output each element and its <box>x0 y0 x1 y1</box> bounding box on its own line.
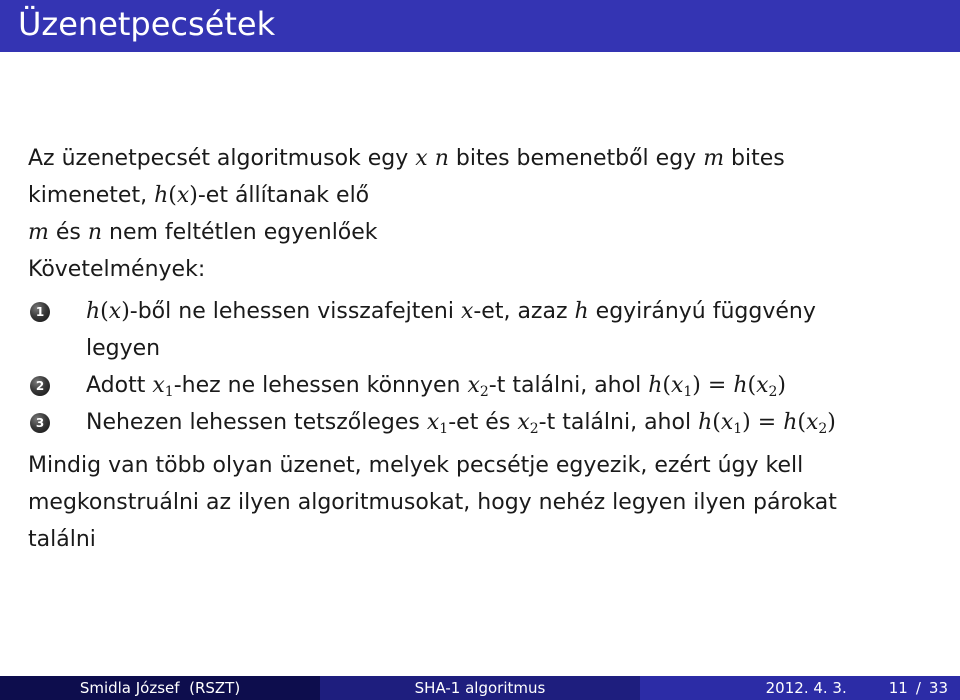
math-paren: ( <box>797 410 806 435</box>
math-var: m <box>28 220 49 245</box>
requirements-list <box>28 293 938 441</box>
math-equals: = <box>700 373 734 398</box>
math-paren: ( <box>168 183 177 208</box>
text: kimenetet, <box>28 183 155 208</box>
math-var: x <box>176 183 190 208</box>
text: -t találni, ahol <box>488 373 649 398</box>
page-total: 33 <box>928 679 948 697</box>
slide-title: Üzenetpecsétek <box>18 5 276 43</box>
math-paren: ) <box>189 183 198 208</box>
math-var: x <box>756 373 769 398</box>
math-subscript: 1 <box>733 421 743 437</box>
math-var: x <box>460 299 474 324</box>
ball-number-icon: 3 <box>30 413 50 433</box>
math-var: x <box>670 373 684 398</box>
math-var: h <box>783 410 798 435</box>
math-var: h <box>574 299 589 324</box>
text <box>428 146 435 171</box>
text: Nehezen lehessen tetszőleges <box>86 410 427 435</box>
math-equals: = <box>750 410 784 435</box>
math-var: x <box>152 373 165 398</box>
requirements-label: Követelmények: <box>28 257 206 282</box>
math-paren: ) <box>692 373 701 398</box>
text: -hez ne lehessen könnyen <box>173 373 468 398</box>
math-paren: ) <box>827 410 836 435</box>
math-var: n <box>87 220 103 245</box>
text: -ből ne lehessen visszafejteni <box>129 299 461 324</box>
math-paren: ( <box>747 373 757 398</box>
ball-number-icon: 1 <box>30 302 50 322</box>
title-bar <box>0 0 960 52</box>
math-var: h <box>154 183 169 208</box>
intro-line-2 <box>28 177 938 214</box>
conclusion-line: találni <box>28 527 96 552</box>
conclusion-line: Mindig van több olyan üzenet, melyek pecsétje egyezik, ezért úgy kell <box>28 453 804 478</box>
math-var: x <box>415 146 428 171</box>
math-var: x <box>720 410 734 435</box>
math-paren: ( <box>662 373 671 398</box>
math-var: x <box>108 299 122 324</box>
item-line-continuation: legyen <box>86 336 161 361</box>
page-separator: / <box>915 679 921 697</box>
intro-line-1 <box>28 140 938 177</box>
math-paren: ) <box>777 373 787 398</box>
slide-body <box>28 140 938 558</box>
footer-date: 2012. 4. 3. <box>765 679 847 697</box>
math-var: h <box>86 299 101 324</box>
list-item <box>28 293 938 367</box>
text: -t találni, ahol <box>538 410 699 435</box>
footer-author: Smidla József (RSZT) <box>0 676 320 700</box>
text: nem feltétlen egyenlőek <box>102 220 378 245</box>
text: bites <box>724 146 785 171</box>
math-var: h <box>698 410 713 435</box>
math-subscript: 2 <box>818 421 828 437</box>
math-paren: ) <box>742 410 751 435</box>
text: Az üzenetpecsét algoritmusok egy <box>28 146 416 171</box>
footer-talk-title: SHA-1 algoritmus <box>320 676 640 700</box>
conclusion-line: megkonstruálni az ilyen algoritmusokat, hogy nehéz legyen ilyen párokat <box>28 490 837 515</box>
text: Adott <box>86 373 153 398</box>
footer-meta <box>640 676 960 700</box>
intro-line-3 <box>28 214 938 251</box>
math-var: x <box>467 373 480 398</box>
math-var: n <box>434 146 449 171</box>
text: -et és <box>448 410 518 435</box>
item-line <box>86 404 938 441</box>
math-paren: ) <box>121 299 130 324</box>
page-current: 11 <box>888 679 908 697</box>
math-subscript: 1 <box>164 384 174 400</box>
footer-bar <box>0 676 960 700</box>
text: és <box>48 220 88 245</box>
math-subscript: 1 <box>439 421 449 437</box>
math-var: m <box>703 146 725 171</box>
text: -et, azaz <box>473 299 575 324</box>
math-subscript: 2 <box>479 384 489 400</box>
math-var: h <box>648 373 663 398</box>
math-var: h <box>733 373 748 398</box>
item-line <box>86 293 938 330</box>
math-paren: ( <box>100 299 109 324</box>
math-var: x <box>805 410 819 435</box>
math-var: x <box>426 410 440 435</box>
math-subscript: 2 <box>529 421 539 437</box>
math-paren: ( <box>712 410 721 435</box>
list-item <box>28 367 938 404</box>
list-item <box>28 404 938 441</box>
math-subscript: 2 <box>768 384 778 400</box>
math-var: x <box>517 410 530 435</box>
text: -et állítanak elő <box>197 183 370 208</box>
ball-number-icon: 2 <box>30 376 50 396</box>
text: egyirányú függvény <box>588 299 816 324</box>
item-line <box>86 367 938 404</box>
text: bites bemenetből egy <box>448 146 704 171</box>
math-subscript: 1 <box>683 384 693 400</box>
